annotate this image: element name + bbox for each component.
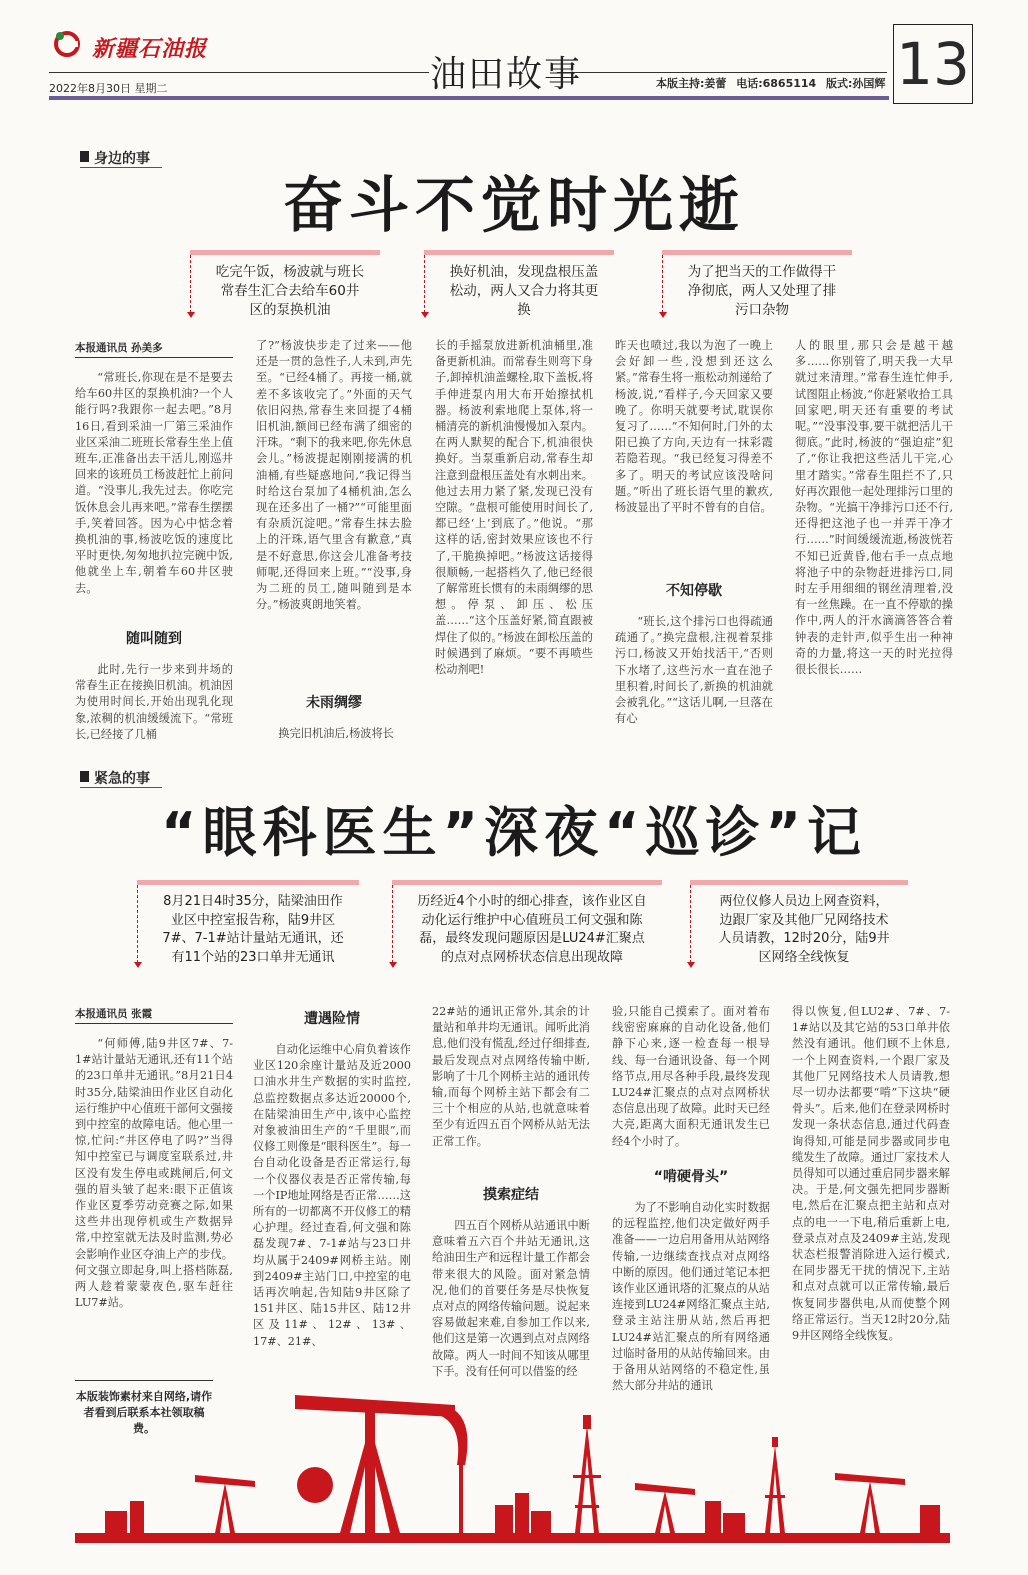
story2-headline: “眼科医生”深夜“巡诊”记 [161,801,867,864]
header-rule-left [49,72,429,73]
header-rule-right [557,72,887,73]
story2-column-3a: 22#站的通讯正常外,其余的计量站和单井均无通讯。闻听此消息,他们没有慌乱,经过仔细排查,最后发现点对点网络传输中断,影响了十几个网桥主站的通讯传输,而每个网桥主站下都会有二三十个相应的从站,也就意味着至少有近四五百个网桥从站无法正常工作。 [432,1005,590,1148]
story2-subhead-3: “啃硬骨头” [653,1169,729,1185]
header-divider-bar [49,96,889,100]
newspaper-logo-icon [52,28,82,58]
story2-summary-3: 两位仪修人员边上网查资料，边跟厂家及其他厂兄网络技术人员请教，12时20分，陆9井区网络全线恢复 [690,880,908,967]
story1-column-1b: 此时,先行一步来到井场的常春生正在接换旧机油。机油因为使用时间长,开始出现乳化现象,浓稠的机油缓缓流下。“常班长,已经接了几桶 [75,663,233,741]
story2-summary-1: 8月21日4时35分，陆梁油田作业区中控室报告称，陆9井区7#、7-1#站计量站无通讯，还有11个站的23口单井无通讯 [137,880,359,967]
section-title: 油田故事 [430,54,583,95]
story1-subhead-1: 随叫随到 [126,631,182,647]
story1-subhead-2: 未雨绸缪 [306,695,362,711]
story1-summary-1: 吃完午饭，杨波就与班长常春生汇合去给车60井区的泵换机油 [190,250,380,320]
story1-headline: 奋斗不觉时光逝 [283,171,745,241]
story1-kicker: 身边的事 [80,148,150,168]
story1-summary-3: 为了把当天的工作做得干净彻底，两人又处理了排污口杂物 [662,250,852,320]
story2-kicker-rule [80,787,162,788]
newspaper-logo-text: 新疆石油报 [92,36,208,62]
story1-column-3: 长的手摇泵放进新机油桶里,准备更新机油。而常春生则弯下身子,卸掉机油盖螺栓,取下盖板,将手伸进泵内用大布开始擦拭机器。杨波利索地爬上泵体,将一桶清亮的新机油慢慢加入泵内。在两人默契的配合下,机油很快换好。当泵重新启动,常春生却注意到盘根压盖处有水刺出来。他过去用力紧了紧,发现已没有空隙。“盘根可能使用时间长了,都已经‘上’到底了。”他说。“那这样的话,密封效果应该也不行了,干脆换掉吧。”杨波这话接得很顺畅,一起搭档久了,他已经很了解常班长惯有的未雨绸缪的思想。停泵、卸压、松压盖……“这个压盖好紧,简直跟被焊住了似的。”杨波在卸松压盖的时候遇到了麻烦。“要不再喷些松动剂吧! [435,339,593,677]
story2-column-3b: 四五百个网桥从站通讯中断意味着五六百个井站无通讯,这给油田生产和远程计量工作都会带来很大的风险。面对紧急情况,他们的首要任务是尽快恢复点对点的网络传输问题。说起来容易做起来难,自参加工作以来,他们这是第一次遇到点对点网络故障。两人一时间不知该从哪里下手。没有任何可以借鉴的经 [432,1219,590,1378]
story1-column-4b: “班长,这个排污口也得疏通疏通了。”换完盘根,注视着泵排污口,杨波又开始找活干,“否则下水堵了,这些污水一直在池子里积着,时间长了,新换的机油就会被乳化。”“这话儿啊,一旦落在有心 [615,615,773,726]
story2-subhead-2: 摸索症结 [483,1187,539,1203]
story1-column-2a: 了?”杨波快步走了过来——他还是一贯的急性子,人未到,声先至。“已经4桶了。再接一桶,就差不多该收完了。”外面的天气依旧闷热,常春生来回提了4桶旧机油,额间已经布满了细密的汗珠。“剩下的我来吧,你先休息会儿。”杨波提起刚刚接满的机油桶,有些疑惑地问,“我记得当时给这台泵加了4桶机油,怎么现在还多出了一桶?”“可能里面有杂质沉淀吧。”常春生抹去脸上的汗珠,语气里含有歉意,“真是不好意思,你这会儿准备考技师呢,还得回来上班。”“没事,身为二班的员工,随叫随到是本分。”杨波爽朗地笑着。 [256,339,412,612]
story2-summary-2: 历经近4个小时的细心排查，该作业区自动化运行维护中心值班员工何文强和陈磊，最终发现问题原因是LU24#汇聚点的点对点网桥状态信息出现故障 [392,880,662,967]
story1-column-5: 人的眼里,那只会是越干越多……你别管了,明天我一大早就过来清理。”常春生连忙伸手,试图阻止杨波,“你赶紧收拾工具回家吧,明天还有重要的考试呢。”“没事没事,要干就把活儿干彻底。”此时,杨波的“强迫症”犯了,“你让我把这些活儿干完,心里才踏实。”常春生阻拦不了,只好再次跟他一起处理排污口里的杂物。“光搞干净排污口还不行,还得把这池子也一并弄干净才行……”时间缓缓流逝,杨波恍若不知已近黄昏,他右手一点点地将池子中的杂物赶进排污口,同时左手用细细的钢丝清理着,没有一丝焦躁。在一直不停歇的操作中,两人的汗水滴滴答答合着钟表的走针声,似乎生出一种神奇的力量,将这一天的时光拉得很长很长…… [795,339,953,677]
story2-column-5: 得以恢复,但LU2#、7#、7-1#站以及其它站的53口单井依然没有通讯。他们顾不上休息,一个上网查资料,一个跟厂家及其他厂兄网络技术人员请教,想尽一切办法都要“啃”下这块“硬骨头”。后来,他们在登录网桥时发现一条状态信息,通过代码查询得知,可能是同步器或同步电缆发生了故障。通过厂家技术人员得知可以通过重启同步器来解决。于是,何文强先把同步器断电,然后在汇聚点把主站和点对点的电一一下电,稍后重新上电,登录点对点及2409#主站,发现状态栏报警消除进入运行模式,在同步器无干扰的情况下,主站和点对点就可以正常传输,最后恢复同步器供电,从而使整个网络正常运行。当天12时20分,陆9井区网络全线恢复。 [792,1005,950,1343]
page-number: 13 [893,24,973,104]
story1-column-2b: 换完旧机油后,杨波将长 [278,727,394,740]
story1-column-1a: “常班长,你现在是不是要去给车60井区的泵换机油?一个人能行吗?我跟你一起去吧。”8月16日,看到采油一厂第三采油作业区采油二班班长常春生坐上值班车,正准备出去干活儿,刚巡井回来的该班员工杨波赶忙上前问道。“没事儿,我先过去。你吃完饭休息会儿再来吧。”常春生摆摆手,笑着回答。因为心中惦念着换机油的事,杨波吃饭的速度比平时更快,匆匆地扒拉完碗中饭,他就坐上车,朝着车60井区驶去。 [75,371,233,595]
story1-summary-2: 换好机油，发现盘根压盖松动，两人又合力将其更换 [424,250,614,320]
story1-subhead-3: 不知停歇 [666,583,722,599]
story1-column-4a: 昨天也喷过,我以为泡了一晚上会好卸一些,没想到还这么紧。”常春生将一瓶松动剂递给了杨波,说,“看样子,今天回家又要晚了。你明天就要考试,耽误你复习了……”不知何时,门外的太阳已换了方向,天边有一抹彩霞若隐若现。“我已经复习得差不多了。明天的考试应该没啥问题。”听出了班长语气里的歉疚,杨波显出了平时不曾有的自信。 [615,339,773,515]
material-credit-note: 本版装饰素材来自网络,请作者看到后联系本社领取稿费。 [75,1380,213,1437]
story2-column-2: 自动化运维中心肩负着该作业区120余座计量站及近2000口油水井生产数据的实时监控,总监控数据点多达近20000个,在陆梁油田生产中,该中心监控对象被油田生产的“千里眼”,而仪修工则像是“眼科医生”。每一台自动化设备是否正常运行,每一个仪器仪表是否正常传输,每一个IP地址网络是否正常……这所有的一切都离不开仪修工的精心护理。经过查看,何文强和陈磊发现7#、7-1#站与23口井均从属于2409#网桥主站。刚到2409#主站门口,中控室的电话再次响起,告知陆9井区除了151井区、陆15井区、陆12井区及11#、12#、13#、17#、21#、 [253,1043,411,1348]
story2-column-4a: 验,只能自己摸索了。面对着布线密密麻麻的自动化设备,他们静下心来,逐一检查每一根导线、每一台通讯设备、每一个网络节点,用尽各种手段,最终发现LU24#汇聚点的点对点网桥状态信息出现了故障。此时天已经大亮,距离大面积无通讯发生已经4个小时了。 [612,1005,770,1148]
story2-column-4b: 为了不影响自动化实时数据的远程监控,他们决定做好两手准备——一边启用备用从站网络传输,一边继续查找点对点网络中断的原因。他们通过笔记本把该作业区通讯塔的汇聚点的从站连接到LU24#网络汇聚点主站,登录主站注册从站,然后再把LU24#站汇聚点的所有网络通过临时备用的从站传输回来。由于备用从站网络的不稳定性,虽然大部分井站的通讯 [612,1201,770,1393]
story1-byline: 本报通讯员 孙美多 [75,340,233,358]
story2-kicker: 紧急的事 [80,768,150,788]
story2-column-1: “何师傅,陆9井区7#、7-1#站计量站无通讯,还有11个站的23口单井无通讯。”8月21日4时35分,陆梁油田作业区自动化运行维护中心值班干部何文强接到中控室的故障电话。他心里一惊,忙问:“井区停电了吗?”当得知中控室已与调度室联系过,井区没有发生停电或跳闸后,何文强的眉头皱了起来:眼下正值该作业区夏季劳动竞赛之际,如果这些井出现停机或生产数据异常,中控室就无法及时监测,势必会影响作业区夺油上产的步伐。何文强立即起身,叫上搭档陈磊,两人趁着蒙蒙夜色,驱车赶往LU7#站。 [75,1037,233,1310]
story2-byline: 本报通讯员 张霞 [75,1006,233,1024]
editor-credits: 本版主持:姜蕾 电话:6865114 版式:孙国辉 [656,77,886,90]
story2-subhead-1: 遭遇险情 [304,1011,360,1027]
issue-date: 2022年8月30日 星期二 [49,82,168,95]
